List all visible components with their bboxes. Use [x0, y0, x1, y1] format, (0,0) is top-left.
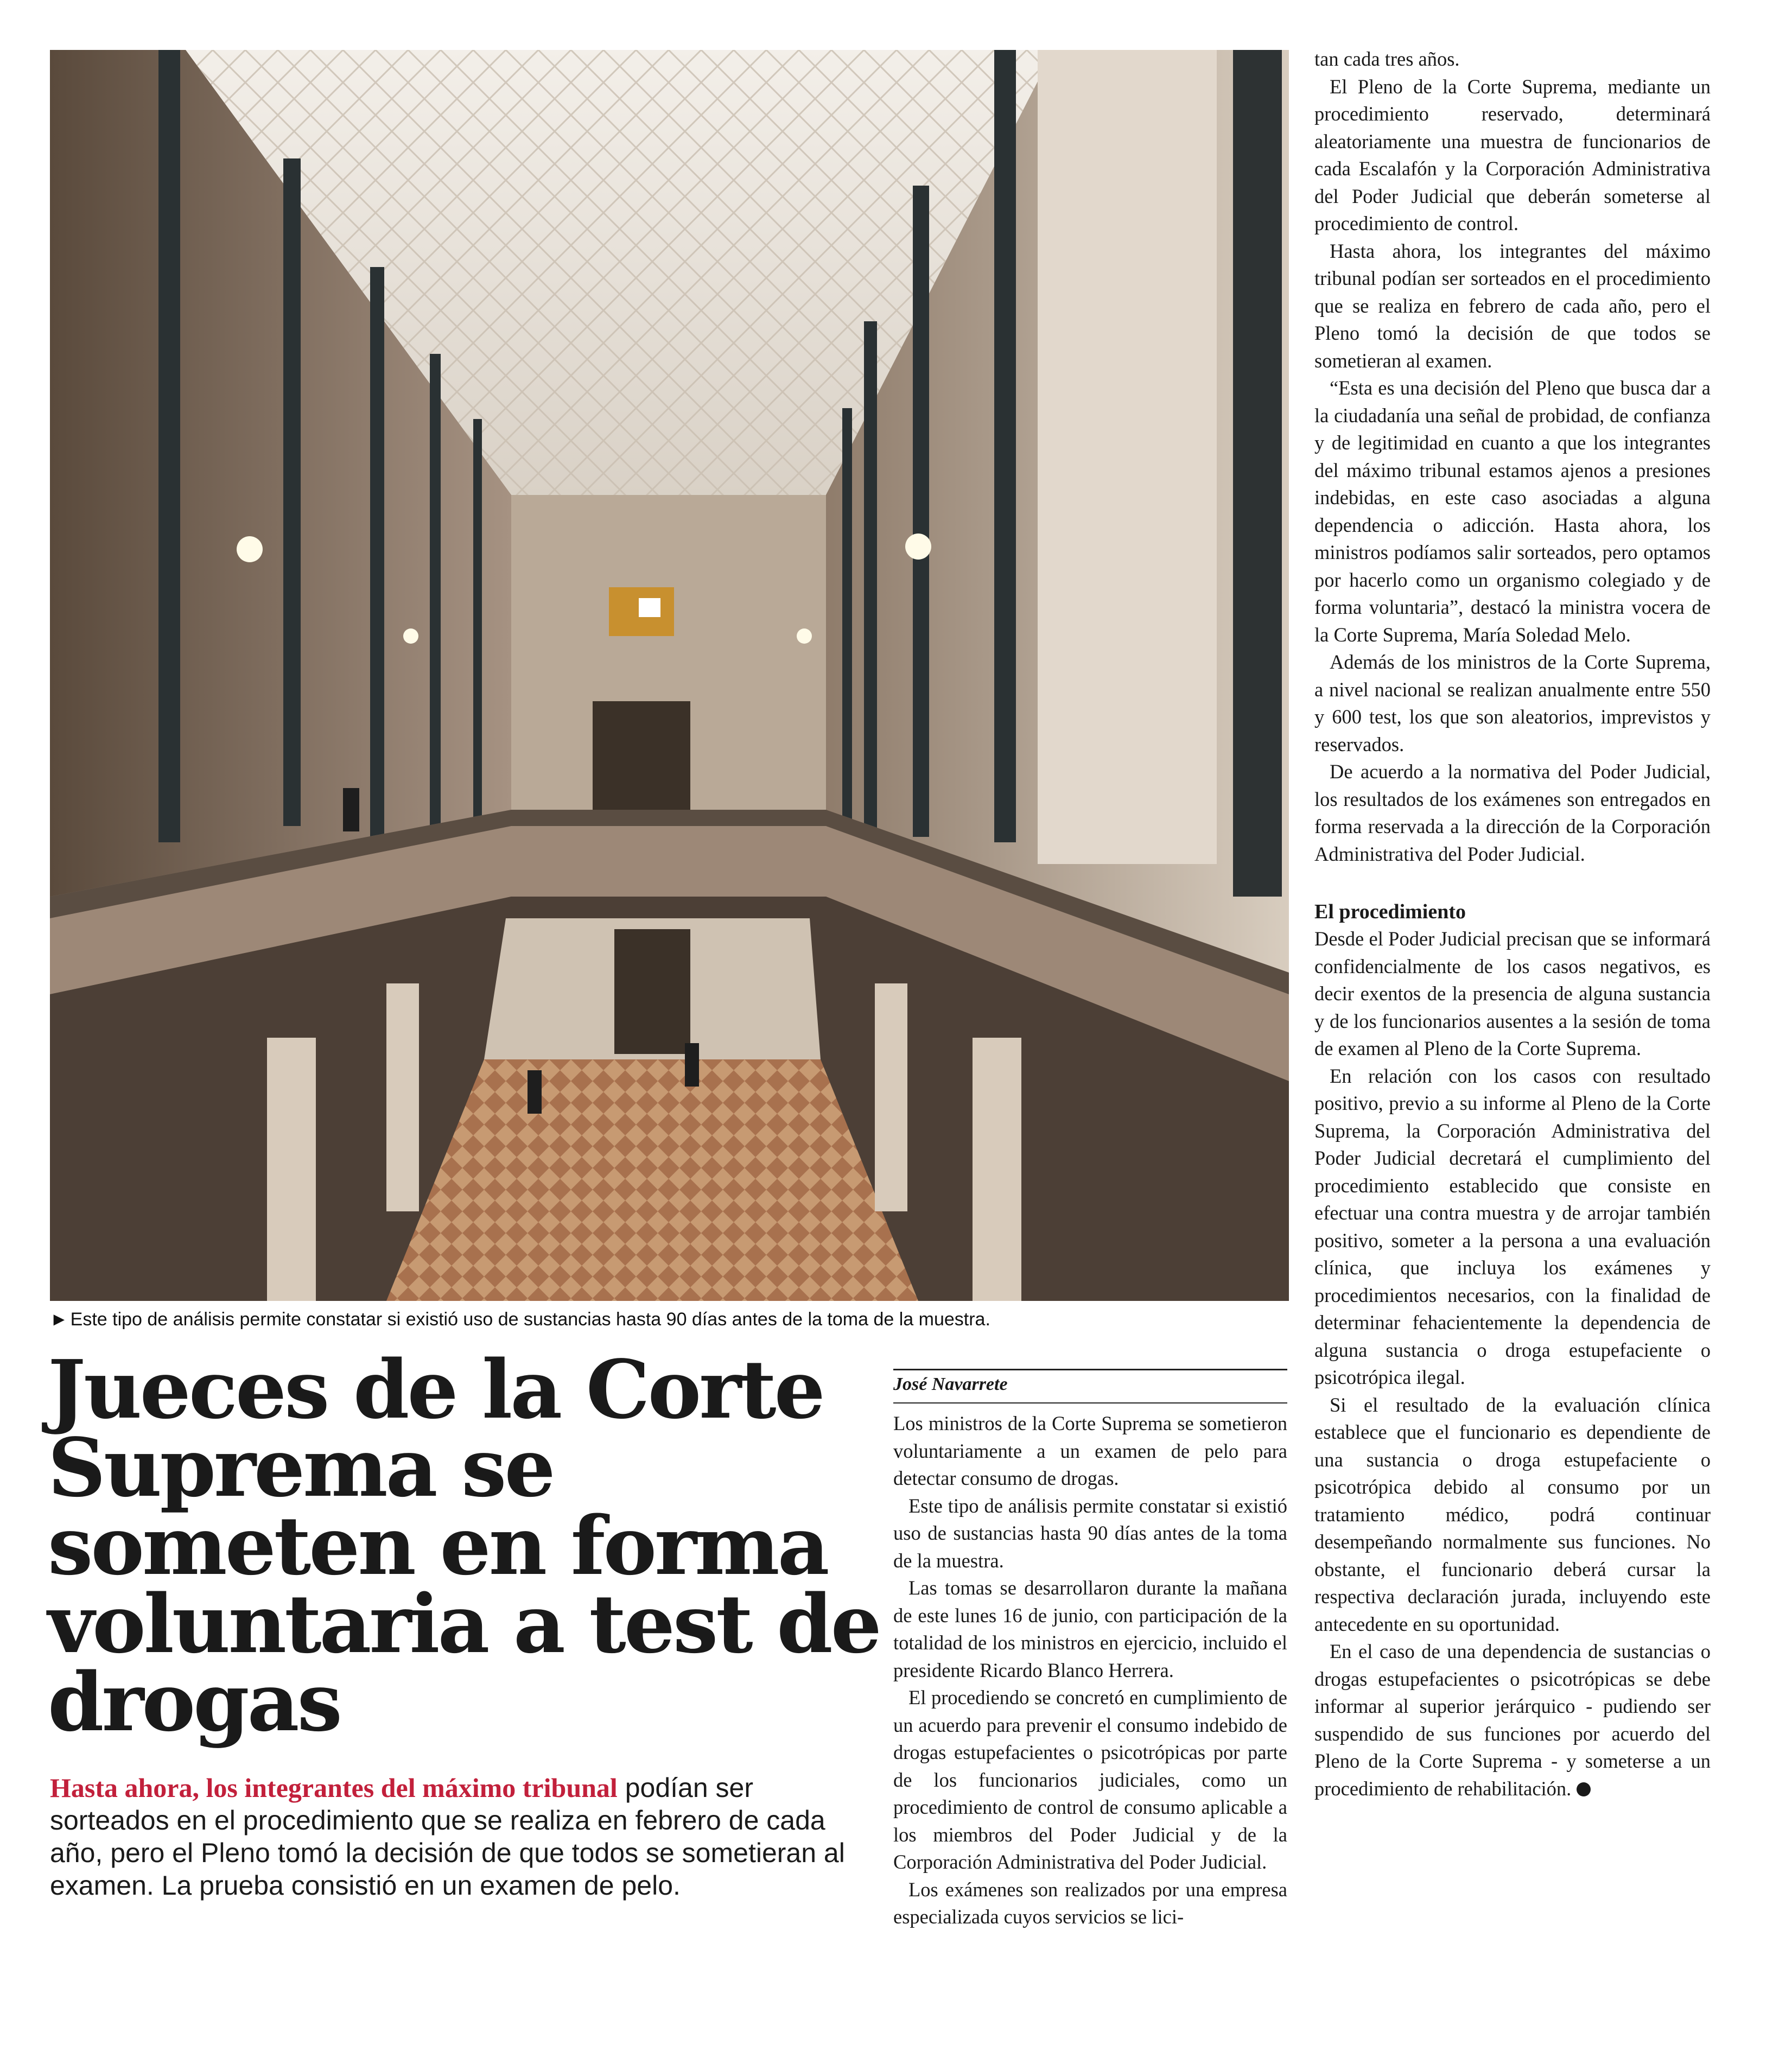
body-paragraph: En relación con los casos con resultado positivo, previo a su informe al Pleno de la Corte Suprema, la Corporación Administrativa del Poder Judicial decretará el cumplimiento del procedimiento establecido que consiste en efectuar una contra muestra y de arrojar también positivo, someter a la persona a una evaluación clínica, que incluya los exámenes y procedimientos necesarios, con la finalidad de determinar fehacientemente la dependencia de alguna sustancia o droga estupefaciente o psicotrópica ilegal.: [1314, 1064, 1711, 1388]
body-paragraph: El procediendo se concretó en cumplimiento de un acuerdo para prevenir el consumo indebido de drogas estupefacientes o psicotrópicas por parte de los funcionarios judiciales, como un procedimiento de control de consumo aplicable a los miembros del Poder Judicial y de la Corporación Administrativa del Poder Judicial.: [893, 1686, 1287, 1873]
body-paragraph: De acuerdo a la normativa del Poder Judicial, los resultados de los exámenes son entregados en forma reservada a la dirección de la Corporación Administrativa del Poder Judicial.: [1314, 760, 1711, 865]
author-bottom-rule: [893, 1402, 1287, 1403]
headline: Jueces de la Corte Suprema se someten en forma voluntaria a test de drogas: [48, 1342, 880, 1749]
body-paragraph: Si el resultado de la evaluación clínica establece que el funcionario es dependiente de una sustancia o droga estupefaciente o psicotrópica debido al consumo por un tratamiento médico, podrá continuar desempeñando normalmente sus funciones. No obstante, el funcionario deberá cursar la respectiva declaración jurada, incluyendo este antecedente en su oportunidad.: [1314, 1393, 1711, 1635]
end-mark-icon: [1577, 1782, 1591, 1796]
body-column-2: [1314, 46, 1711, 1802]
body-paragraph: Este tipo de análisis permite constatar si existió uso de sustancias hasta 90 días antes de la toma de la muestra.: [893, 1494, 1287, 1572]
body-paragraph-last: [1314, 1638, 1711, 1802]
lead-text: podían ser sorteados en el procedimiento que se realiza en febrero de cada año, pero el Pleno tomó la decisión de que todos se sometieran al examen. La prueba consistió en un examen de pelo.: [50, 1773, 845, 1901]
article-photo: [50, 50, 1289, 1301]
section-spacer: [1314, 868, 1711, 898]
body-column-1: [893, 1410, 1287, 1931]
photo-caption: [50, 1309, 1293, 1330]
body-paragraph: Desde el Poder Judicial precisan que se informará confidencialmente de los casos negativos, es decir exentos de la presencia de alguna sustancia y de los funcionarios ausentes a la sesión de toma de examen al Pleno de la Corte Suprema.: [1314, 928, 1711, 1059]
body-paragraph: “Esta es una decisión del Pleno que busca dar a la ciudadanía una señal de probidad, de confianza y de legitimidad en cuanto a que los integrantes del máximo tribunal estamos ajenos a presiones indebidas, en este caso asociadas a alguna dependencia o adicción. Hasta ahora, los ministros podíamos salir sorteados, pero optamos por hacerlo como un organismo colegiado y de forma voluntaria”, destacó la ministra vocera de la Corte Suprema, María Soledad Melo.: [1314, 377, 1711, 646]
body-paragraph: tan cada tres años.: [1314, 48, 1460, 70]
author-byline: José Navarrete: [893, 1374, 1008, 1394]
body-paragraph: Hasta ahora, los integrantes del máximo tribunal podían ser sorteados en el procedimiento que se realiza en febrero de cada año, pero el Pleno tomó la decisión de que todos se sometieran al examen.: [1314, 239, 1711, 372]
body-paragraph: Los ministros de la Corte Suprema se sometieron voluntariamente a un examen de pelo para detectar consumo de drogas.: [893, 1412, 1287, 1489]
subhead: El procedimiento: [1314, 900, 1466, 923]
caption-text: Este tipo de análisis permite constatar si existió uso de sustancias hasta 90 días antes de la toma de la muestra.: [70, 1309, 990, 1330]
body-paragraph: Las tomas se desarrollaron durante la mañana de este lunes 16 de junio, con participación de la totalidad de los ministros en ejercicio, incluido el presidente Ricardo Blanco Herrera.: [893, 1577, 1287, 1681]
courthouse-interior-image: [50, 50, 1289, 1301]
body-paragraph: El Pleno de la Corte Suprema, mediante un procedimiento reservado, determinará aleatoriamente una muestra de funcionarios de cada Escalafón y la Corporación Administrativa del Poder Judicial que deberán someterse al procedimiento de control.: [1314, 75, 1711, 234]
caption-arrow-icon: ►: [50, 1309, 68, 1330]
lead-paragraph: [50, 1771, 864, 1902]
lead-highlight: Hasta ahora, los integrantes del máximo tribunal: [50, 1773, 618, 1803]
author-top-rule: [893, 1369, 1287, 1370]
body-paragraph: Además de los ministros de la Corte Suprema, a nivel nacional se realizan anualmente entre 550 y 600 test, los que son aleatorios, imprevistos y reservados.: [1314, 651, 1711, 755]
body-paragraph: Los exámenes son realizados por una empresa especializada cuyos servicios se lici-: [893, 1878, 1287, 1928]
body-paragraph-text: En el caso de una dependencia de sustancias o drogas estupefacientes o psicotrópicas se debe informar al superior jerárquico - pudiendo ser suspendido de sus funciones por acuerdo del Pleno de la Corte Suprema - y someterse a un procedimiento de rehabilitación.: [1314, 1640, 1711, 1800]
